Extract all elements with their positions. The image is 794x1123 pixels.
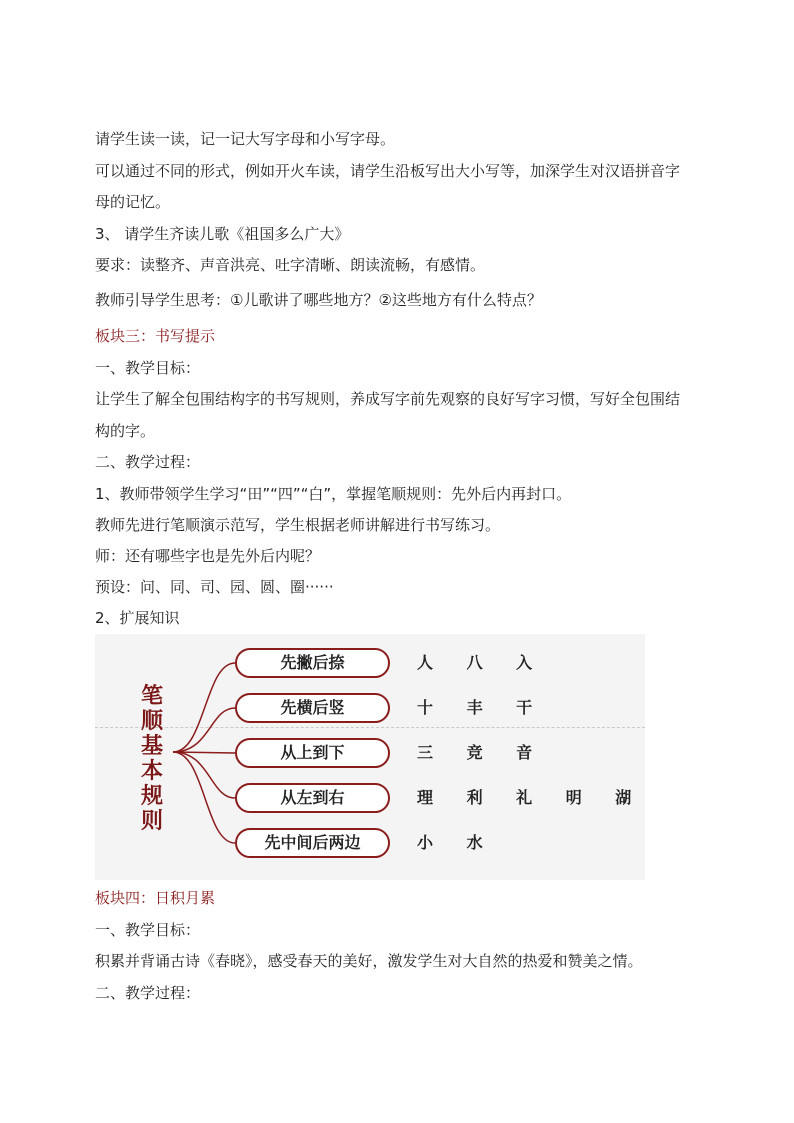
rule-label: 先横后竖 [235, 693, 390, 723]
paragraph: 母的记忆。 [95, 193, 171, 211]
paragraph: 师：还有哪些字也是先外后内呢？ [95, 547, 321, 565]
paragraph: 教师先进行笔顺演示范写，学生根据老师讲解进行书写练习。 [95, 516, 501, 534]
section-heading: 板块四：日积月累 [95, 889, 216, 907]
rule-label: 从上到下 [235, 738, 390, 768]
paragraph: 让学生了解全包围结构字的书写规则，养成写字前先观察的良好写字习惯，写好全包围结 [95, 390, 681, 408]
paragraph: 构的字。 [95, 422, 156, 440]
paragraph: 2、扩展知识 [95, 609, 180, 627]
rule-examples: 三 竞 音 [417, 743, 547, 762]
paragraph: 要求：读整齐、声音洪亮、吐字清晰、朗读流畅，有感情。 [95, 256, 486, 274]
subheading: 一、教学目标： [95, 359, 201, 377]
diagram-title: 笔顺基本规则 [140, 683, 163, 834]
rule-examples: 小 水 [417, 833, 497, 852]
subheading: 一、教学目标： [95, 921, 201, 939]
subheading: 二、教学过程： [95, 984, 201, 1002]
rule-label: 从左到右 [235, 783, 390, 813]
paragraph: 可以通过不同的形式，例如开火车读，请学生沿板写出大小写等，加深学生对汉语拼音字 [95, 162, 681, 180]
rule-examples: 人 八 入 [417, 653, 547, 672]
paragraph: 预设：问、同、司、园、圆、圈······ [95, 578, 334, 596]
rule-label: 先撇后捺 [235, 648, 390, 678]
subheading: 二、教学过程： [95, 453, 201, 471]
rule-examples: 理 利 礼 明 湖 [417, 788, 646, 807]
rule-label: 先中间后两边 [235, 828, 390, 858]
stroke-order-diagram [95, 634, 645, 880]
paragraph: 教师引导学生思考：①儿歌讲了哪些地方？②这些地方有什么特点？ [95, 291, 542, 309]
paragraph: 积累并背诵古诗《春晓》，感受春天的美好，激发学生对大自然的热爱和赞美之情。 [95, 952, 643, 970]
paragraph: 1、教师带领学生学习“田”“四”“白”，掌握笔顺规则：先外后内再封口。 [95, 485, 572, 503]
paragraph: 3、 请学生齐读儿歌《祖国多么广大》 [95, 225, 350, 243]
rule-examples: 十 丰 干 [417, 698, 547, 717]
paragraph: 请学生读一读，记一记大写字母和小写字母。 [95, 130, 396, 148]
section-heading: 板块三：书写提示 [95, 327, 216, 345]
